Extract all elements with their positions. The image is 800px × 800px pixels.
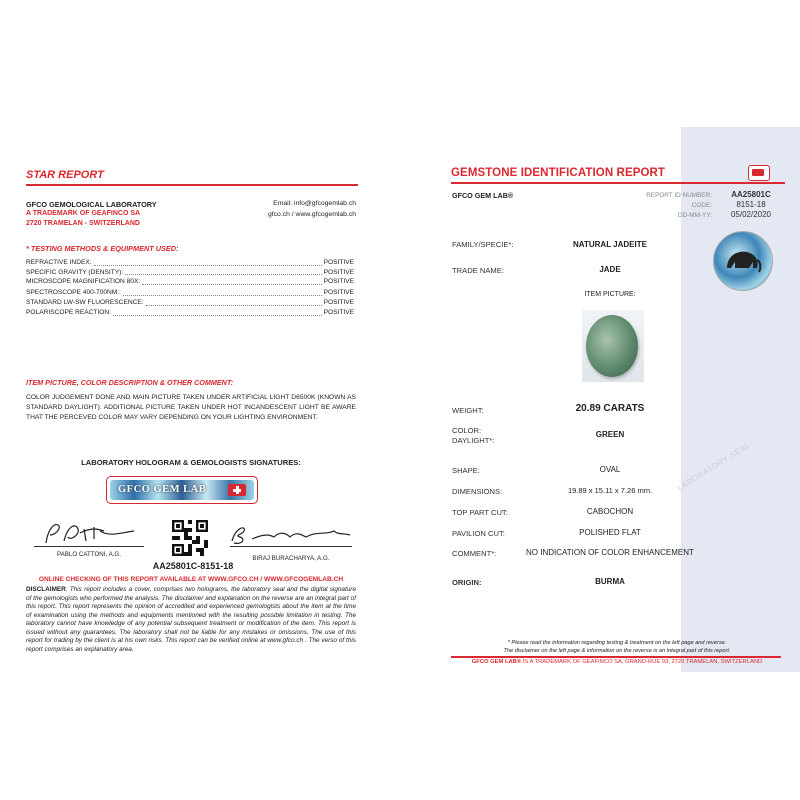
picture-heading: ITEM PICTURE, COLOR DESCRIPTION & OTHER COMMENT:: [26, 378, 234, 387]
hologram-text: GFCO GEM LAB: [118, 484, 207, 495]
jade-stone: [586, 315, 638, 377]
family-value: NATURAL JADEITE: [573, 240, 647, 249]
lab-website: gfco.ch / www.gfcogemlab.ch: [267, 211, 356, 218]
item-photo: [582, 310, 644, 382]
title-divider: [26, 184, 358, 186]
signature-cattoni: [40, 519, 140, 547]
trade-name-value: JADE: [599, 265, 621, 274]
test-row: SPECIFIC GRAVITY (DENSITY): POSITIVE: [26, 268, 354, 276]
report-title-divider: [451, 182, 785, 184]
report-id: AA25801C: [731, 190, 771, 199]
lab-address: 2720 TRAMELAN - SWITZERLAND: [26, 220, 140, 227]
report-code-value: 8151-18: [736, 200, 766, 209]
footer-lab: GFCO GEM LAB®: [471, 659, 522, 665]
swiss-flag-icon: [228, 484, 246, 496]
footer: [452, 659, 782, 665]
origin-value: BURMA: [595, 577, 625, 586]
meta-label: CODE:: [691, 202, 712, 209]
trade-name-label: TRADE NAME:: [452, 266, 504, 275]
footer-text: IS A TRADEMARK OF GEAFINCO SA, GRAND-RUE 93, 2720 TRAMELAN, SWITZERLAND: [521, 659, 763, 665]
top-cut-label: TOP PART CUT:: [452, 508, 508, 517]
tests-heading: * TESTING METHODS & EQUIPMENT USED:: [26, 244, 179, 253]
hologram-heading: LABORATORY HOLOGRAM & GEMOLOGISTS SIGNATURES:: [81, 458, 301, 467]
shape-value: OVAL: [599, 465, 621, 474]
signature-buracharya: [226, 521, 356, 549]
test-row: SPECTROSCOPE 400-700NM.: POSITIVE: [26, 289, 354, 296]
pavilion-cut-value: POLISHED FLAT: [579, 528, 641, 537]
signature-line-left: [34, 546, 144, 547]
footnote: * Please read the information regarding testing & treatment on the left page and reverse.: [507, 640, 727, 646]
signature-line-right: [230, 546, 352, 547]
qr-code[interactable]: [172, 520, 208, 556]
lab-brand: GFCO GEM LAB®: [452, 191, 514, 200]
dimensions-label: DIMENSIONS:: [452, 487, 503, 496]
color-label: COLOR:: [452, 426, 482, 435]
top-cut-value: CABOCHON: [586, 507, 634, 516]
item-picture-label: ITEM PICTURE:: [584, 291, 636, 298]
disclaimer-text: : This report includes a cover, comprises two holograms, the laboratory seal and the digital signature of the gemologists who performed the analysis. The disclaimer and explanation on the reverse are an integral part of this report. This report represents the opinion of accredited and experienced gemologists about the item at the time of examination using the methods and equipments mentioned with the resulting possible limitation in testing. The laboratory cannot have knowledge of any potential subsequent treatment or modification of the item. This report is issued without any guarantees. The laboratory shall not be liable for any mistakes or omissions. The use of this report for trading by the client is at his own risks. This report can be verified online at www.gfco.ch . The verso of this report comprises an explanatory area.: [26, 586, 356, 653]
weight-value: 20.89 CARATS: [575, 403, 645, 414]
comment-label: COMMENT*:: [452, 549, 497, 558]
family-label: FAMILY/SPECIE*:: [452, 240, 514, 249]
test-row: STANDARD LW-SW FLUORESCENCE: POSITIVE: [26, 299, 354, 306]
footnote-2: The disclaimer on the left page & information on the reverse is an integral part of this report.: [503, 648, 731, 654]
meta-label: DD-MM-YY:: [677, 212, 712, 219]
weight-label: WEIGHT:: [452, 406, 484, 415]
pavilion-cut-label: PAVILION CUT:: [452, 529, 505, 538]
picture-description: COLOR JUDGEMENT DONE AND MAIN PICTURE TAKEN UNDER ARTIFICIAL LIGHT D6500K (KNOWN AS STANDARD DAYLIGHT). ADDITIONAL PICTURE TAKEN UNDER HOT INCANDESCENT LIGHT BE AWARE THAT THE PERCEVED COLOR MAY VARY DEPENDING ON YOUR LIGHTING ENVIRONMENT.: [26, 394, 356, 421]
laboratory-seal: LABORATORY SEAL: [676, 440, 752, 493]
footer-divider: [451, 656, 781, 658]
test-row: MICROSCOPE MAGNIFICATION 80X: POSITIVE: [26, 278, 354, 285]
hologram-image: [110, 480, 254, 500]
dimensions-value: 19.89 x 15.11 x 7.26 mm.: [567, 486, 653, 495]
lab-email: Email: info@gfcogemlab.ch: [273, 200, 356, 207]
hologram-frame: [106, 476, 258, 504]
disclaimer-label: DISCLAIMER: [26, 586, 66, 593]
report-code: AA25801C-8151-18: [152, 561, 234, 571]
signer-left: PABLO CATTONI, A.G.: [57, 551, 121, 558]
signer-right: BIRAJ BURACHARYA, A.G.: [252, 555, 330, 562]
origin-label: ORIGIN:: [452, 578, 482, 587]
lab-trademark: A TRADEMARK OF GEAFINCO SA: [26, 210, 141, 217]
meta-label: REPORT ID NUMBER:: [646, 192, 712, 199]
online-check-link[interactable]: ONLINE CHECKING OF THIS REPORT AVAILABLE AT WWW.GFCO.CH / WWW.GFCOGEMLAB.CH: [38, 576, 344, 583]
daylight-label: DAYLIGHT*:: [452, 436, 495, 445]
test-row: REFRACTIVE INDEX: POSITIVE: [26, 259, 354, 266]
report-date: 05/02/2020: [730, 210, 772, 219]
star-report-title: STAR REPORT: [26, 169, 104, 181]
gfco-logo-icon: [748, 165, 770, 181]
report-title: GEMSTONE IDENTIFICATION REPORT: [451, 167, 666, 179]
color-value: GREEN: [595, 430, 625, 439]
lab-name: GFCO GEMOLOGICAL LABORATORY: [26, 200, 157, 209]
comment-value: NO INDICATION OF COLOR ENHANCEMENT: [526, 548, 694, 557]
shape-label: SHAPE:: [452, 466, 480, 475]
test-row: POLARISCOPE REACTION: POSITIVE: [26, 309, 354, 316]
disclaimer: [26, 586, 356, 654]
